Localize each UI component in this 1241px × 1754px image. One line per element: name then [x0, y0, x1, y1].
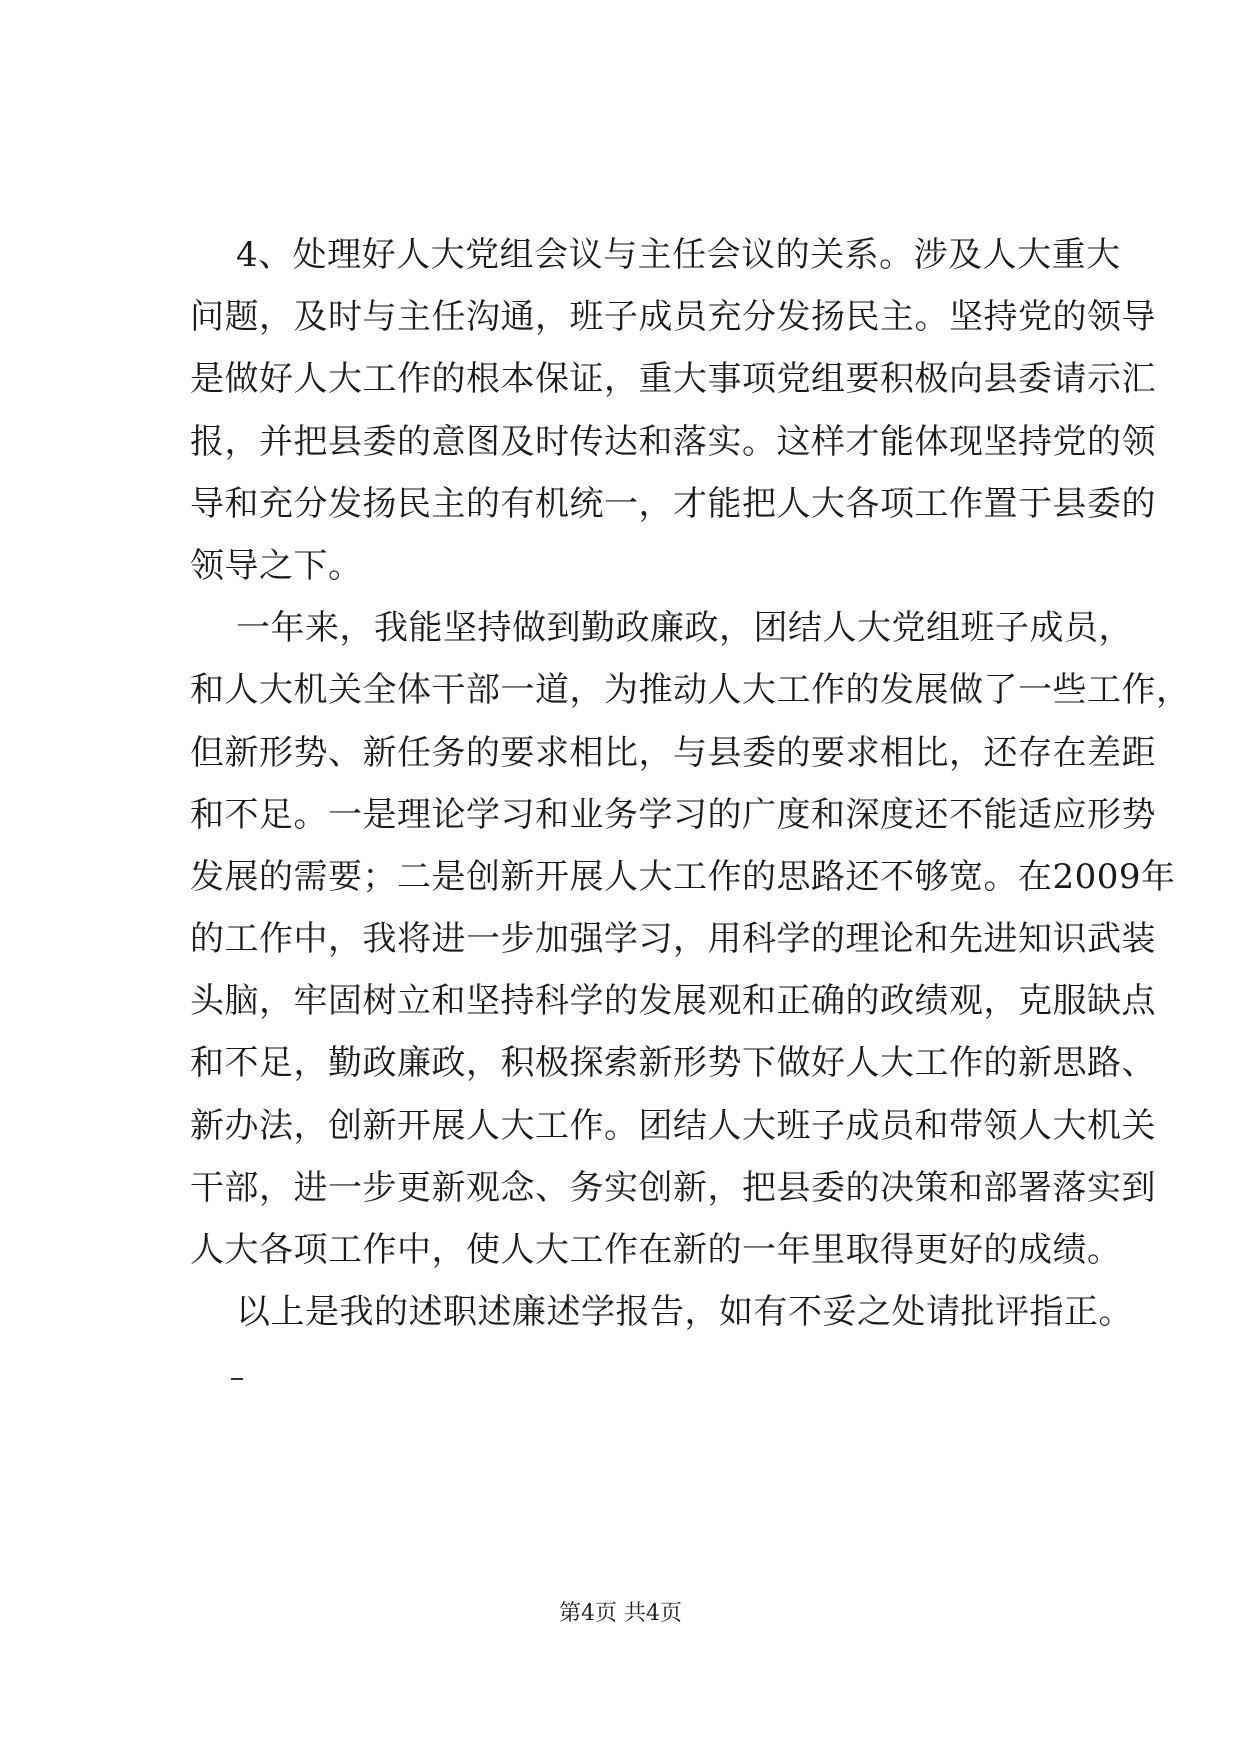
paragraph	[190, 1281, 1133, 1343]
text-line: 头脑，牢固树立和坚持科学的发展观和正确的政绩观，克服缺点	[190, 981, 1156, 1022]
text-line: 问题，及时与主任沟通，班子成员充分发扬民主。坚持党的领导	[190, 297, 1156, 338]
text-line: 的工作中，我将进一步加强学习，用科学的理论和先进知识武装	[190, 919, 1156, 960]
text-line: 干部，进一步更新观念、务实创新，把县委的决策和部署落实到	[190, 1167, 1156, 1208]
text-line: 发展的需要；二是创新开展人大工作的思路还不够宽。在2009年	[190, 856, 1176, 897]
paragraph	[190, 224, 1156, 597]
text-line: 和不足，勤政廉政，积极探索新形势下做好人大工作的新思路、	[190, 1043, 1156, 1084]
text-line: 4、处理好人大党组会议与主任会议的关系。涉及人大重大	[236, 235, 1121, 275]
text-line: 新办法，创新开展人大工作。团结人大班子成员和带领人大机关	[190, 1105, 1156, 1146]
text-line: 以上是我的述职述廉述学报告，如有不妥之处请批评指正。	[236, 1292, 1133, 1333]
page-footer: 第4页 共4页	[559, 1601, 682, 1626]
text-cursor-mark	[231, 1378, 243, 1380]
text-line: 和不足。一是理论学习和业务学习的广度和深度还不能适应形势	[190, 794, 1156, 835]
text-line: 是做好人大工作的根本保证，重大事项党组要积极向县委请示汇	[190, 359, 1156, 400]
text-line: 导和充分发扬民主的有机统一，才能把人大各项工作置于县委的	[190, 483, 1156, 524]
text-line: 人大各项工作中，使人大工作在新的一年里取得更好的成绩。	[190, 1230, 1122, 1270]
paragraph	[190, 597, 1191, 1281]
document-body	[190, 224, 1191, 1343]
text-line: 一年来，我能坚持做到勤政廉政，团结人大党组班子成员，	[236, 608, 1133, 649]
text-line: 但新形势、新任务的要求相比，与县委的要求相比，还存在差距	[190, 732, 1156, 773]
text-line: 报，并把县委的意图及时传达和落实。这样才能体现坚持党的领	[190, 421, 1156, 462]
text-line: 领导之下。	[190, 545, 363, 586]
text-line: 和人大机关全体干部一道，为推动人大工作的发展做了一些工作，	[190, 670, 1191, 711]
